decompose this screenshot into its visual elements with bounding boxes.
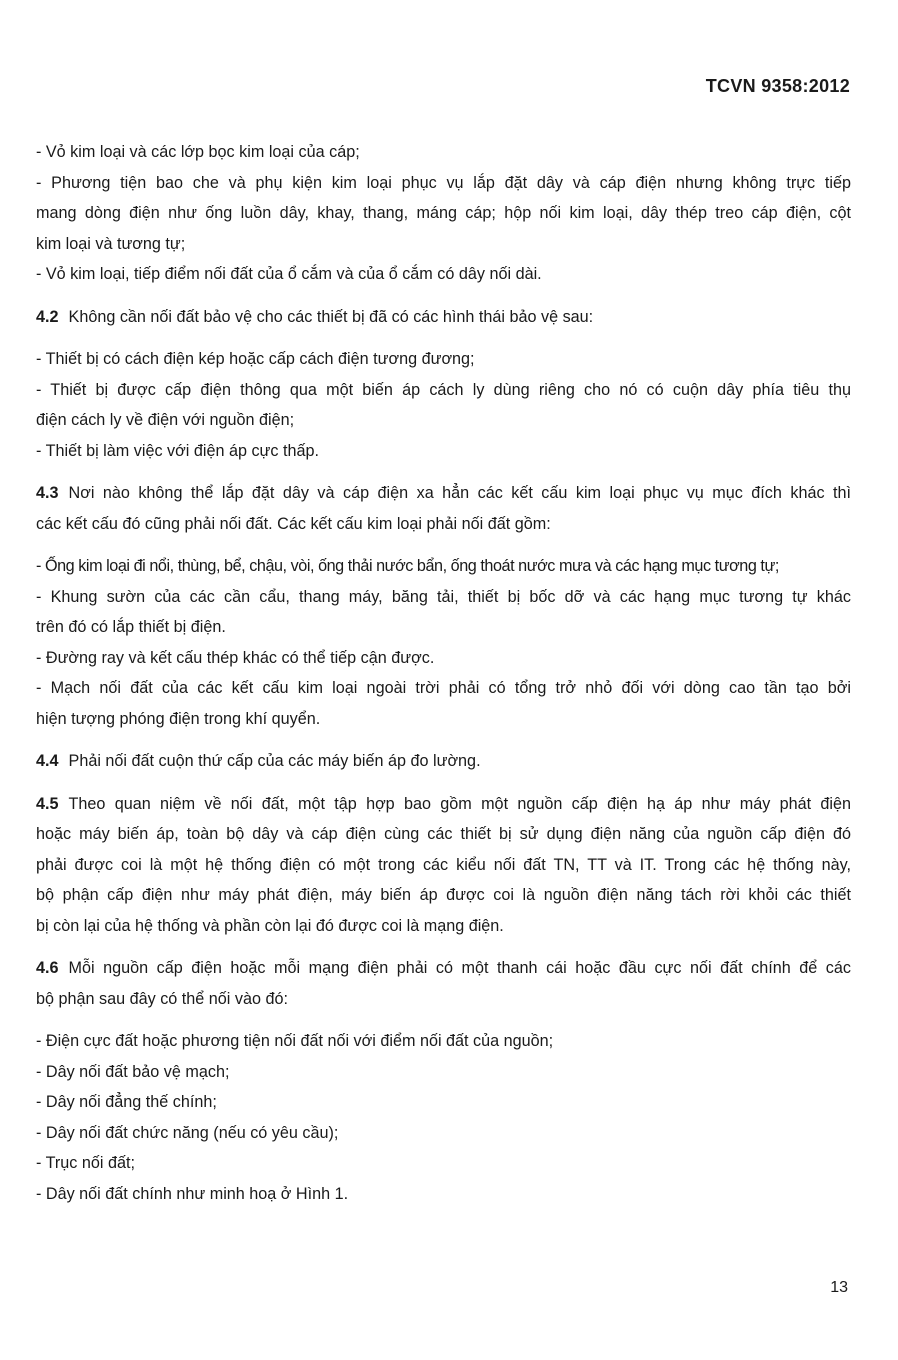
section-4-2: 4.2 Không cần nối đất bảo vệ cho các thiết bị đã có các hình thái bảo vệ sau: [36, 307, 594, 326]
section-number: 4.5 [36, 794, 59, 813]
bullet-functional-earthing: - Dây nối đất chức năng (nếu có yêu cầu); [36, 1123, 339, 1142]
bullet-crane-frames-line-2: trên đó có lắp thiết bị điện. [36, 618, 226, 636]
bullet-protective-conductor: - Dây nối đất bảo vệ mạch; [36, 1062, 230, 1081]
bullet-double-insulation: - Thiết bị có cách điện kép hoặc cấp cách điện tương đương; [36, 350, 475, 368]
bullet-metal-enclosures-line-3: kim loại và tương tự; [36, 234, 186, 253]
bullet-rails: - Đường ray và kết cấu thép khác có thể tiếp cận được. [36, 648, 435, 667]
bullet-metal-enclosures-line-1: - Phương tiện bao che và phụ kiện kim loại phục vụ lắp đặt dây và cáp điện nhưng không trực tiếp [36, 173, 851, 192]
bullet-metal-enclosures-line-2: mang dòng điện như ống luồn dây, khay, thang, máng cáp; hộp nối kim loại, dây thép treo cáp điện, cột [36, 204, 851, 222]
page-number: 13 [830, 1279, 848, 1296]
section-number: 4.2 [36, 307, 59, 326]
bullet-main-bonding: - Dây nối đẳng thế chính; [36, 1093, 217, 1111]
bullet-extra-low-voltage: - Thiết bị làm việc với điện áp cực thấp. [36, 441, 319, 460]
bullet-earthing-bus: - Trục nối đất; [36, 1154, 135, 1172]
bullet-isolation-transformer-line-1: - Thiết bị được cấp điện thông qua một biến áp cách ly dùng riêng cho nó có cuộn dây phía tiêu thụ [36, 380, 851, 399]
section-4-6-line-1: 4.6 Mỗi nguồn cấp điện hoặc mỗi mạng điện phải có một thanh cái hoặc đầu cực nối đất chính để các [36, 959, 851, 977]
section-4-5-line-4: bộ phận cấp điện như máy phát điện, máy biến áp được coi là nguồn điện năng tách rời khỏi các thiết [36, 886, 851, 904]
section-4-6-line-2: bộ phận sau đây có thể nối vào đó: [36, 989, 288, 1008]
bullet-socket-contacts: - Vỏ kim loại, tiếp điểm nối đất của ổ cắm và của ổ cắm có dây nối dài. [36, 265, 542, 283]
bullet-metal-sheath: - Vỏ kim loại và các lớp bọc kim loại của cáp; [36, 143, 360, 161]
section-4-5-line-2: hoặc máy biến áp, toàn bộ dây và cáp điện cùng các thiết bị sử dụng điện năng của nguồn cấp điện đó [36, 825, 851, 843]
section-number: 4.3 [36, 484, 59, 502]
bullet-earth-electrode: - Điện cực đất hoặc phương tiện nối đất nối với điểm nối đất của nguồn; [36, 1032, 554, 1050]
section-4-3-line-1: 4.3 Nơi nào không thể lắp đặt dây và cáp điện xa hẳn các kết cấu kim loại phục vụ mục đích khác thì [36, 484, 851, 502]
section-number: 4.4 [36, 752, 59, 770]
section-number: 4.6 [36, 959, 59, 977]
bullet-main-earthing-conductor: - Dây nối đất chính như minh hoạ ở Hình 1. [36, 1184, 349, 1203]
section-4-5-line-1: 4.5 Theo quan niệm về nối đất, một tập hợp bao gồm một nguồn cấp điện hạ áp như máy phát điện [36, 794, 851, 813]
bullet-crane-frames-line-1: - Khung sườn của các cần cẩu, thang máy, băng tải, thiết bị bốc dỡ và các hạng mục tương tự khác [36, 587, 851, 606]
section-4-4: 4.4 Phải nối đất cuộn thứ cấp của các máy biến áp đo lường. [36, 752, 481, 770]
section-4-5-line-5: bị còn lại của hệ thống và phần còn lại đó được coi là mạng điện. [36, 916, 504, 935]
bullet-isolation-transformer-line-2: điện cách ly về điện với nguồn điện; [36, 411, 295, 429]
document-body [36, 137, 851, 1209]
bullet-outdoor-earthing-line-1: - Mạch nối đất của các kết cấu kim loại ngoài trời phải có tổng trở nhỏ đối với dòng cao tần tạo bởi [36, 679, 851, 697]
bullet-outdoor-earthing-line-2: hiện tượng phóng điện trong khí quyển. [36, 709, 321, 728]
section-4-5-line-3: phải được coi là một hệ thống điện có một trong các kiểu nối đất TN, TT và IT. Trong các hệ thống này, [36, 855, 851, 874]
bullet-metal-pipes: - Ống kim loại đi nổi, thùng, bể, chậu, vòi, ống thải nước bẩn, ống thoát nước mưa và các hạng mục tương tự; [36, 557, 779, 575]
section-4-3-line-2: các kết cấu đó cũng phải nối đất. Các kết cấu kim loại phải nối đất gồm: [36, 514, 551, 533]
standard-code-header: TCVN 9358:2012 [705, 76, 850, 96]
